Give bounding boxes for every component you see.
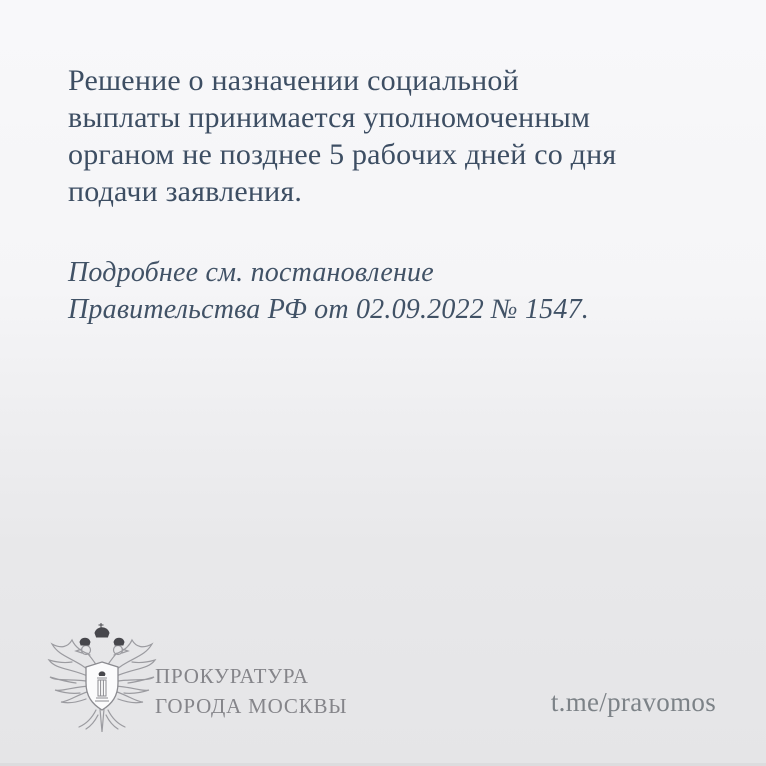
main-statement-line: органом не позднее 5 рабочих дней со дня: [68, 138, 617, 171]
double-headed-eagle-icon: [46, 622, 158, 740]
legal-reference-note: [68, 254, 688, 328]
organization-name-line2: ГОРОДА МОСКВЫ: [155, 694, 348, 718]
main-statement-line: Решение о назначении социальной: [68, 64, 519, 97]
legal-reference-line: Подробнее см. постановление: [68, 257, 434, 288]
organization-name: [155, 661, 347, 721]
prosecutor-emblem-icon: [46, 622, 158, 740]
telegram-link: t.me/pravomos: [550, 687, 716, 717]
legal-reference-line: Правительства РФ от 02.09.2022 № 1547.: [68, 294, 589, 325]
main-statement-line: подачи заявления.: [68, 175, 303, 208]
main-statement: [68, 62, 718, 210]
main-statement-line: выплаты принимается уполномоченным: [68, 101, 591, 134]
organization-name-line1: ПРОКУРАТУРА: [155, 664, 309, 688]
